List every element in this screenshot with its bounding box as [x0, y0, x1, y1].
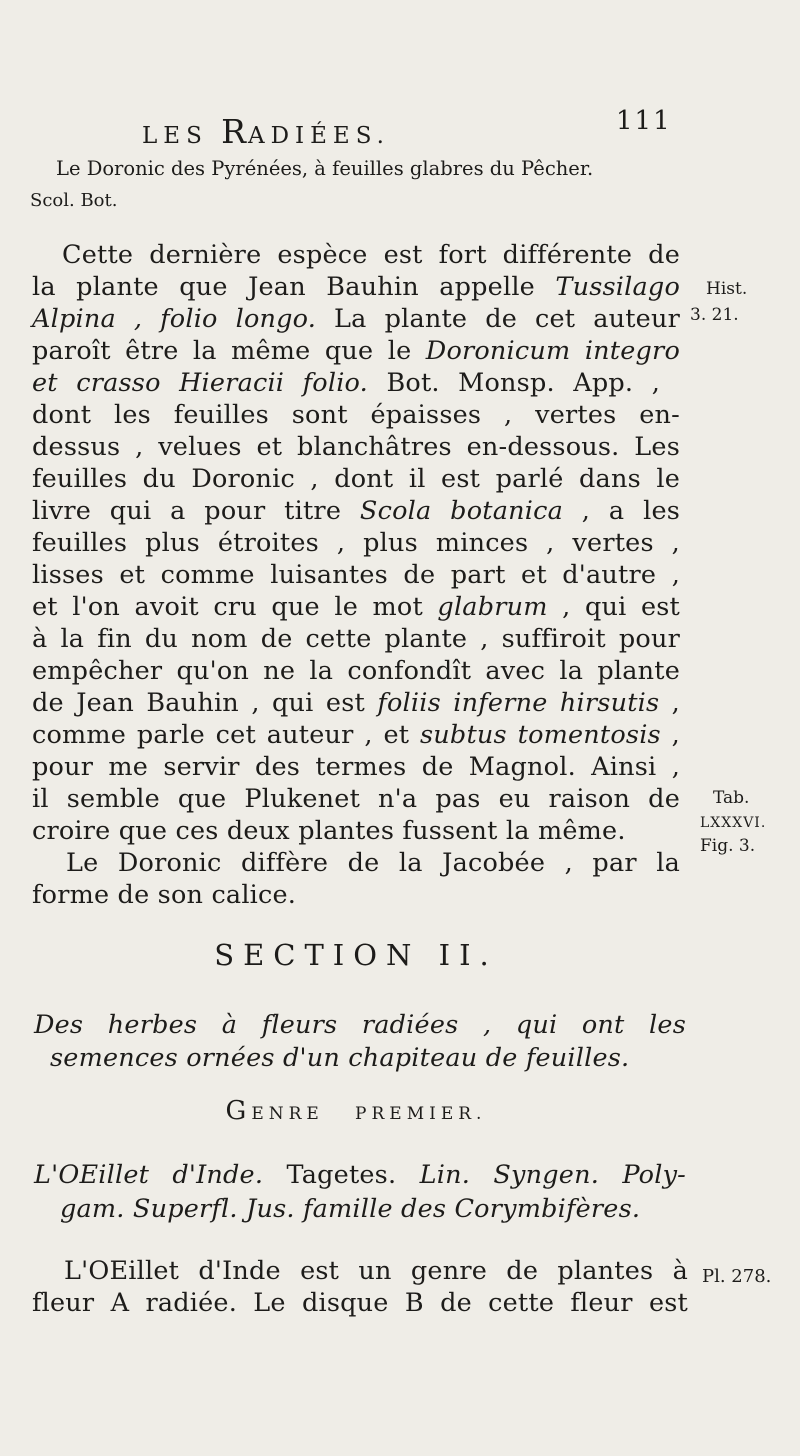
oeillet-line-1 — [34, 1160, 686, 1190]
p3-line-1: L'OEillet d'Inde est un genre de plantes à — [64, 1256, 688, 1286]
p1-line-2 — [32, 272, 680, 302]
p1-line-12-end: , qui est — [547, 592, 681, 622]
p1-line-18: il semble que Plukenet n'a pas eu raison de — [32, 784, 680, 814]
genre-word-1: ENRE — [251, 1104, 324, 1124]
margin-note-plate: Pl. 278. — [702, 1266, 772, 1287]
p1-line-2-text: la plante que Jean Bauhin appelle — [32, 272, 556, 302]
running-head — [142, 112, 682, 151]
margin-note-hist: Hist. — [706, 279, 748, 299]
margin-note-tab-number: LXXXVI. — [700, 815, 767, 831]
p3-line-2: fleur A radiée. Le disque B de cette fleur est — [32, 1288, 688, 1318]
p1-line-15-text: de Jean Bauhin , qui est — [32, 688, 378, 718]
p1-line-13: à la fin du nom de cette plante , suffiroit pour — [32, 624, 680, 654]
intro-line-1: Le Doronic des Pyrénées, à feuilles glabres du Pêcher. — [56, 157, 594, 180]
oeillet-line-2: gam. Superfl. Jus. famille des Corymbifères. — [60, 1194, 641, 1224]
p1-line-16-italic: subtus tomentosis — [420, 720, 661, 750]
p1-line-3-text: La plante de cet auteur — [316, 304, 680, 334]
genre-word-2: PREMIER. — [355, 1104, 487, 1124]
p1-line-9-end: , a les — [562, 496, 681, 526]
p2-line-2: forme de son calice. — [32, 880, 297, 910]
running-head-prefix: LES — [142, 123, 208, 149]
p1-line-3 — [32, 304, 680, 334]
oeillet-ref: Lin. Syngen. Poly- — [419, 1160, 686, 1190]
p1-line-12-italic: glabrum — [437, 592, 548, 622]
p1-line-2-italic: Tussilago — [555, 272, 680, 302]
p1-line-4-italic: Doronicum integro — [425, 336, 681, 366]
p1-line-1: Cette dernière espèce est fort différente de — [62, 240, 680, 270]
running-head-cap: R — [221, 112, 248, 151]
p1-line-17: pour me servir des termes de Magnol. Ainsi , — [32, 752, 680, 782]
genre-cap: G — [225, 1096, 252, 1126]
p1-line-19: croire que ces deux plantes fussent la même. — [32, 816, 626, 846]
p1-line-12-text: et l'on avoit cru que le mot — [32, 592, 438, 622]
p1-line-10: feuilles plus étroites , plus minces , vertes , — [32, 528, 680, 558]
p1-line-5-italic: et crasso Hieracii folio. — [32, 368, 368, 398]
p1-line-15-italic: foliis inferne hirsutis — [377, 688, 660, 718]
p1-line-8: feuilles du Doronic , dont il est parlé dans le — [32, 464, 680, 494]
p1-line-7: dessus , velues et blanchâtres en-dessous. Les — [32, 432, 680, 462]
p1-line-15 — [32, 688, 680, 718]
margin-note-hist-ref: 3. 21. — [690, 305, 739, 325]
p1-line-11: lisses et comme luisantes de part et d'autre , — [32, 560, 680, 590]
p1-line-3-italic: Alpina , folio longo. — [32, 304, 317, 334]
p1-line-4-text: paroît être la même que le — [32, 336, 426, 366]
oeillet-title: L'OEillet d'Inde. — [34, 1160, 264, 1190]
section-desc-line-2: semences ornées d'un chapiteau de feuilles. — [50, 1043, 630, 1073]
intro-line-2: Scol. Bot. — [30, 190, 118, 211]
margin-note-fig: Fig. 3. — [700, 836, 756, 856]
section-desc-line-1: Des herbes à fleurs radiées , qui ont les — [34, 1010, 686, 1040]
section-title: SECTION II. — [214, 938, 498, 972]
p1-line-6: dont les feuilles sont épaisses , vertes en- — [32, 400, 680, 430]
p1-line-15-end: , — [659, 688, 680, 718]
p1-line-4 — [32, 336, 680, 366]
p1-line-9 — [32, 496, 680, 526]
p2-line-1: Le Doronic diffère de la Jacobée , par la — [66, 848, 680, 878]
p1-line-16 — [32, 720, 680, 750]
p1-line-14: empêcher qu'on ne la confondît avec la plante — [32, 656, 680, 686]
oeillet-genus: Tagetes. — [263, 1160, 420, 1190]
genre-heading — [0, 1096, 712, 1126]
p1-line-9-italic: Scola botanica — [359, 496, 563, 526]
p1-line-5 — [32, 368, 660, 398]
running-head-rest: ADIÉES. — [248, 123, 390, 149]
margin-note-tab: Tab. — [713, 788, 750, 808]
p1-line-12 — [32, 592, 680, 622]
p1-line-9-text: livre qui a pour titre — [32, 496, 360, 526]
p1-line-16-end: , — [660, 720, 680, 750]
p1-line-5-text: Bot. Monsp. App. , — [367, 368, 661, 398]
p1-line-16-text: comme parle cet auteur , et — [32, 720, 421, 750]
page-number: 111 — [616, 106, 672, 136]
